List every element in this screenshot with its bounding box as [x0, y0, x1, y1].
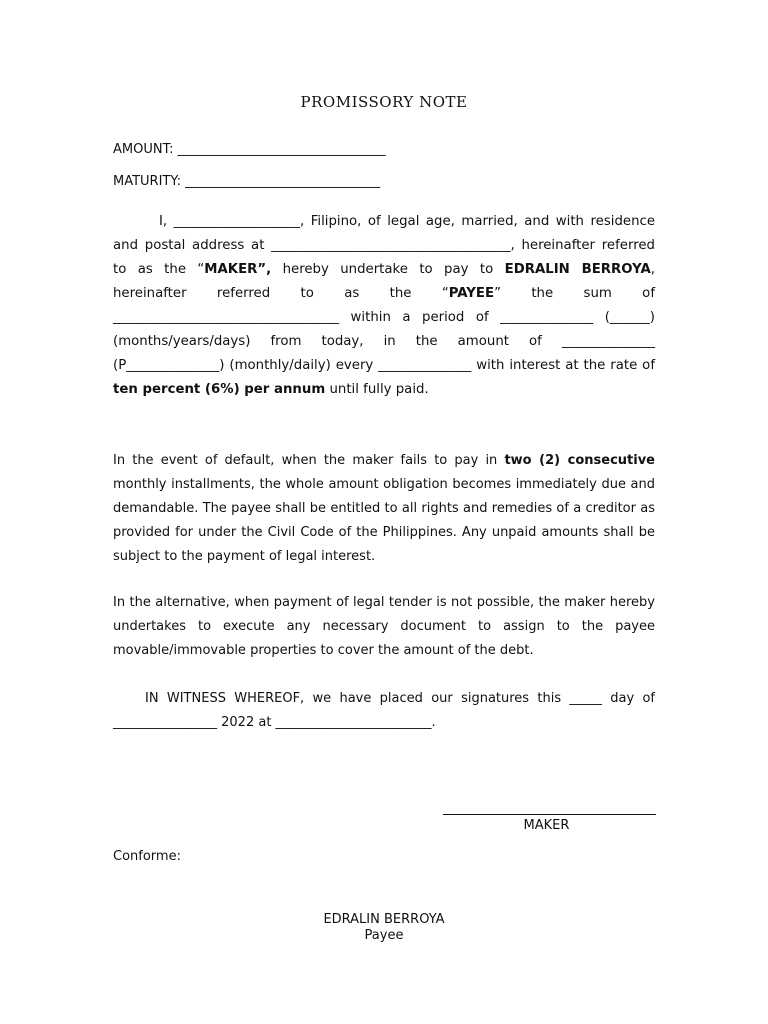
maturity-field: MATURITY: ______________________________: [113, 174, 381, 189]
consecutive-term: two (2) consecutive: [504, 453, 655, 468]
document-title: PROMISSORY NOTE: [300, 93, 468, 111]
payee-name-inline: EDRALIN BERROYA: [504, 262, 651, 277]
conforme-label: Conforme:: [113, 849, 181, 864]
amount-field: AMOUNT: ________________________________: [113, 142, 386, 157]
default-text-1: In the event of default, when the maker fails to pay in: [113, 453, 505, 468]
witness-paragraph: [113, 687, 655, 735]
undertaking-text-1: I, ___________________, Filipino, of legal age, married, and with residence and postal address at ____________________________________, hereinafter referred to as the “: [113, 214, 655, 277]
payee-signature-block: [0, 912, 768, 944]
payee-term: PAYEE: [448, 286, 495, 301]
maker-term: MAKER”,: [204, 262, 272, 277]
undertaking-text-2: hereby undertake to pay to: [271, 262, 505, 277]
maker-signature-line: [443, 814, 656, 815]
maker-label: MAKER: [523, 818, 570, 833]
default-paragraph: [113, 449, 655, 569]
undertaking-text-4: ” the sum of __________________________________ within a period of ______________ (______) (months/years/days) from today, in the amount of ______________ (P______________) (monthly/daily) every ______________ with interest at the rate of: [113, 286, 655, 373]
interest-rate: ten percent (6%) per annum: [113, 382, 326, 397]
payee-signature-label: Payee: [364, 928, 404, 943]
payee-signature-name: EDRALIN BERROYA: [323, 912, 445, 927]
undertaking-text-5: until fully paid.: [325, 382, 429, 397]
default-text-2: monthly installments, the whole amount obligation becomes immediately due and demandable. The payee shall be entitled to all rights and remedies of a creditor as provided for under the Civil Code of the Philippines. Any unpaid amounts shall be subject to the payment of legal interest.: [113, 477, 655, 564]
witness-text: IN WITNESS WHEREOF, we have placed our signatures this _____ day of ________________ 2022 at ________________________.: [113, 691, 655, 730]
alternative-paragraph: In the alternative, when payment of legal tender is not possible, the maker hereby undertakes to execute any necessary document to assign to the payee movable/immovable properties to cover the amount of the debt.: [113, 595, 655, 658]
undertaking-text-3: , hereinafter referred to as the “: [113, 262, 655, 301]
undertaking-paragraph: [113, 210, 655, 402]
